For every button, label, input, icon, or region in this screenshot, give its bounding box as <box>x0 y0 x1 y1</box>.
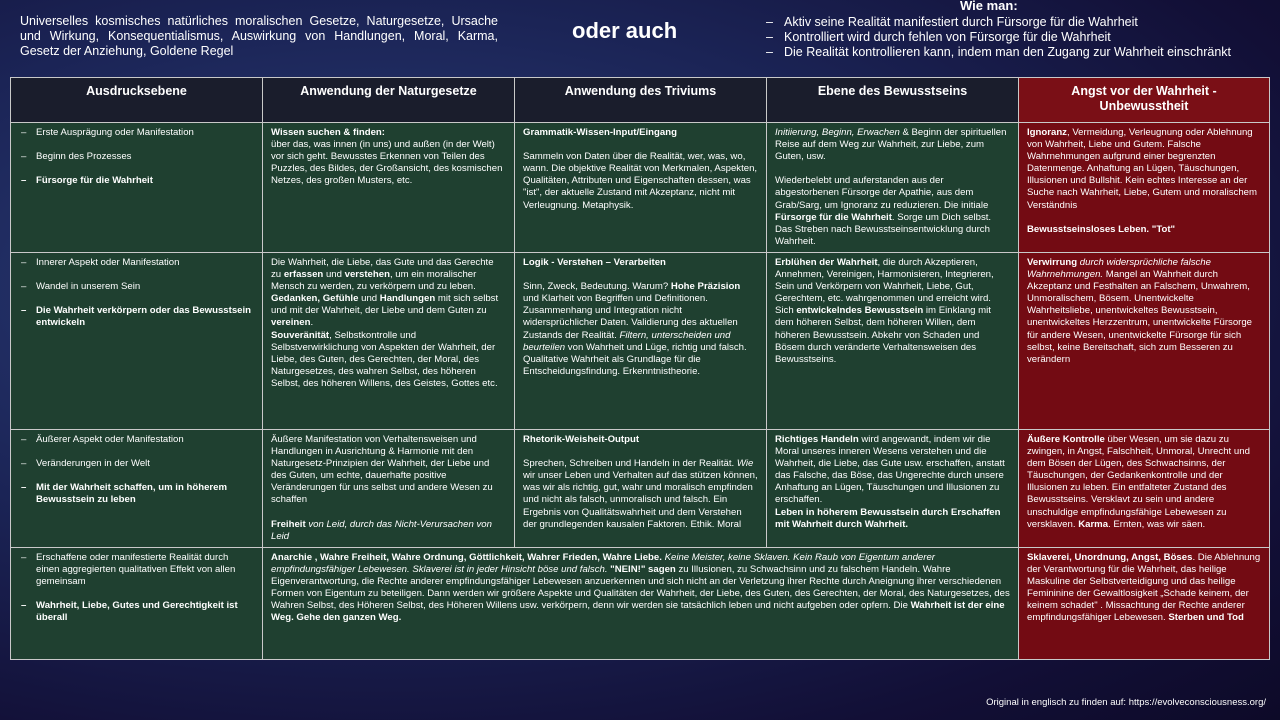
cell-text: Mangel an Wahrheit durch Akzeptanz und Festhalten an Falschem, Unwahrem, Unmoralischem, Bösem. Unentwickelte Wahrheitsliebe, unentwickeltes Bewusstsein, unentwickeltes Herzzentrum, unentwickelte Fürsorge für andere Wesen, unentwickelte Fürsorge für sich selbst, keine Bereitschaft, sich zum Besseren zu verändern <box>1027 269 1253 365</box>
table-row <box>11 429 1270 547</box>
intro-text: Universelles kosmisches natürliches moralischen Gesetze, Naturgesetze, Ursache und Wirkung, Konsequentialismus, Auswirkung von Handlungen, Moral, Karma, Gesetz der Anziehung, Goldene Regel <box>20 14 498 58</box>
cell-text: Sich <box>775 305 797 317</box>
cell-text: , Vermeidung, Verleugnung oder Ablehnung von Wahrheit, Liebe und Gutem. Falsche Wahrnehmungen aufgrund einer begrenzten Datenmenge. Anhaftung an Lügen, Täuschungen, Illusionen und Bullshit. Kein echtes Interesse an der Suche nach Wahrheit, Liebe, Gutem und moralischem Verständnis <box>1027 127 1258 211</box>
cell-title: Rhetorik-Weisheit-Output <box>523 433 640 445</box>
table-row <box>11 123 1270 253</box>
list-item: – Erste Ausprägung oder Manifestation <box>19 127 254 139</box>
cell-title: Grammatik-Wissen-Input/Eingang <box>523 127 677 138</box>
cell-text-bold: Anarchie , Wahre Freiheit, Wahre Ordnung, Göttlichkeit, Wahrer Frieden, Wahre Liebe. <box>271 551 662 563</box>
cell-text-bold: Bewusstseinsloses Leben. "Tot" <box>1027 223 1176 235</box>
table-row <box>11 547 1270 659</box>
cell-text: wird angewandt, indem wir die Moral unseres inneren Wesens verstehen und die Wahrheit, die Liebe, das Gute usw. erschaffen, anstatt das Falsche, das Böse, das Ungerechte durch unsere Anhaftung an Lügen, Täuschungen und Illusionen zu erschaffen. <box>775 433 1005 506</box>
cell-text: , Selbstkontrolle und Selbstverwirklichung von Aspekten der Wahrheit, der Liebe, des Guten, des Gerechten, der Moral, des Naturgesetzes, des wahren Selbst, des höheren Selbst, des höheren Willens, des Geistes, Gottes etc. <box>271 329 498 389</box>
cell-text-bold: Verwirrung <box>1027 256 1078 268</box>
cell-naturgesetze <box>263 252 515 429</box>
cell-text-bold: Sterben und Tod <box>1168 612 1244 624</box>
cell-trivium <box>515 252 767 429</box>
cell-ausdrucksebene <box>11 429 263 547</box>
cell-angst <box>1019 252 1270 429</box>
cell-text-bold: entwickelndes Bewusstsein <box>796 305 924 317</box>
center-heading: oder auch <box>572 18 678 43</box>
list-item: – Veränderungen in der Welt <box>19 458 254 470</box>
cell-text: im Einklang mit dem höheren Selbst, dem höheren Willen, dem höheren Bewusstsein. Abkehr von Schaden und Bösem durch veränderte Verhaltensweisen des Bewusstseins. <box>775 305 991 365</box>
cell-text: , um ein moralischer Mensch zu werden, zu verkörpern und zu leben. <box>271 269 477 293</box>
list-item: – Innerer Aspekt oder Manifestation <box>19 257 254 269</box>
list-item: – Wahrheit, Liebe, Gutes und Gerechtigkeit ist überall <box>19 600 254 624</box>
cell-angst <box>1019 429 1270 547</box>
cell-text: und Klarheit von Begriffen und Definitionen. Zusammenhang und Integration nicht widersprüchlicher Daten. Validierung des aktuellen Zustands der Realität. <box>523 293 738 341</box>
list-item: – Fürsorge für die Wahrheit <box>19 175 254 187</box>
cell-text-bold: Sklaverei, Unordnung, Angst, Böses <box>1027 551 1193 563</box>
cell-ausdrucksebene <box>11 547 263 659</box>
cell-text-bold: verstehen <box>344 269 390 281</box>
cell-bewusstsein <box>767 429 1019 547</box>
cell-ausdrucksebene <box>11 123 263 253</box>
cell-text-bold: Handlungen <box>379 293 436 305</box>
cell-text: Sprechen, Schreiben und Handeln in der Realität. <box>523 458 737 470</box>
cell-text-bold: Gedanken, Gefühle <box>271 293 359 305</box>
cell-text-bold: Richtiges Handeln <box>775 433 859 445</box>
cell-merged-summary <box>263 547 1019 659</box>
cell-text-italic: Filtern, unterscheiden und beurteilen <box>523 329 731 353</box>
table-header-row <box>11 78 1270 123</box>
cell-text: Wiederbelebt und auferstanden aus der abgestorbenen Fürsorge der Apathie, aus dem Grab/Sarg, um Ignoranz zu reduzieren. Die initiale <box>775 175 989 211</box>
cell-text: Sinn, Zweck, Bedeutung. Warum? <box>523 281 671 293</box>
cell-text: über Wesen, um sie dazu zu zwingen, in Angst, Falschheit, Unmoral, Unrecht und dem Bösen der Lügen, des Schwachsinns, der Täuschungen, der Gedankenkontrolle und der Illusionen zu leben. Ein entfalteter Zustand des Bewusstseins. Versklavt zu sein und andere unschuldige empfindungsfähige Lebewesen zu versklaven. <box>1027 433 1250 530</box>
cell-naturgesetze <box>263 123 515 253</box>
table-row <box>11 252 1270 429</box>
header-naturgesetze: Anwendung der Naturgesetze <box>263 78 515 123</box>
cell-text-bold: erfassen <box>283 269 324 281</box>
cell-bewusstsein <box>767 123 1019 253</box>
cell-text: und <box>323 269 345 281</box>
cell-text-bold: Wahrheit ist der eine Weg. Gehe den ganzen Weg. <box>271 600 1005 624</box>
cell-text: Sammeln von Daten über die Realität, wer, was, wo, wann. Die objektive Realität von Merkmalen, Aspekten, Qualitäten, Attributen und Eigenschaften dessen, was "ist", der aktuelle Zustand mit Akzeptanz, nicht mit Verleugnung. Metaphysik. <box>523 151 758 211</box>
cell-text-bold: "NEIN!" sagen <box>607 564 676 576</box>
list-item: – Beginn des Prozesses <box>19 151 254 163</box>
cell-text: mit sich selbst und mit der Wahrheit, der Liebe und dem Guten zu <box>271 293 499 317</box>
cell-title: Logik - Verstehen – Verarbeiten <box>523 256 666 268</box>
cell-text-bold: Hohe Präzision <box>670 281 741 293</box>
cell-text: Die Wahrheit, die Liebe, das Gute und das Gerechte zu <box>271 256 494 281</box>
cell-text-bold: Ignoranz <box>1027 127 1067 138</box>
cell-text: und <box>358 293 380 305</box>
cell-text: von Wahrheit und Lüge, richtig und falsch. Qualitative Wahrheit als Grundlage für die Entscheidungsfindung. Erkenntnistheorie. <box>523 341 747 377</box>
wie-man-title: Wie man: <box>960 0 1018 13</box>
cell-text: . <box>310 317 314 329</box>
cell-text-bold: Äußere Kontrolle <box>1027 433 1105 445</box>
cell-trivium <box>515 123 767 253</box>
cell-text-bold: vereinen <box>271 317 311 329</box>
cell-text: . Ernten, was wir säen. <box>1108 518 1206 530</box>
cell-text-italic: Wie <box>736 458 754 470</box>
cell-text: & Beginn der spirituellen Reise auf dem Weg zur Wahrheit, zur Liebe, zum Guten, usw. <box>775 127 1007 163</box>
cell-text-bold: Souveränität <box>271 329 330 341</box>
wie-man-item: – Die Realität kontrollieren kann, indem man den Zugang zur Wahrheit einschränkt <box>766 45 1231 60</box>
cell-text-bold: Erblühen der Wahrheit <box>775 256 878 268</box>
cell-text-bold: Freiheit <box>271 518 306 530</box>
cell-text: wir unser Leben und Verhalten auf das stützen können, was wir als richtig, gut, wahr und moralisch empfinden und nicht als falsch, unmoralisch und falsch. Ein Ergebnis von Qualitätswahrheit und dem Verstehen der grundlegenden kausalen Faktoren. Ethik. Moral <box>523 470 758 530</box>
cell-text: Äußere Manifestation von Verhaltensweisen und Handlungen in Ausrichtung & Harmonie mit den Naturgesetz-Prinzipien der Wahrheit, der Liebe und des Guten, um echte, dauerhafte positive Veränderungen für uns selbst und andere Wesen zu schaffen <box>271 433 493 506</box>
cell-naturgesetze <box>263 429 515 547</box>
list-item: – Die Wahrheit verkörpern oder das Bewusstsein entwickeln <box>19 305 254 329</box>
header-angst: Angst vor der Wahrheit - Unbewusstheit <box>1019 78 1270 123</box>
natural-law-table <box>10 77 1270 660</box>
cell-text-italic: Initiierung, Beginn, Erwachen <box>775 127 900 138</box>
wie-man-list <box>766 15 1231 60</box>
cell-text-bold: Fürsorge für die Wahrheit <box>775 211 892 223</box>
cell-bewusstsein <box>767 252 1019 429</box>
header-ausdrucksebene: Ausdrucksebene <box>11 78 263 123</box>
list-item: – Wandel in unserem Sein <box>19 281 254 293</box>
header-trivium: Anwendung des Triviums <box>515 78 767 123</box>
cell-text: . Sorge um Dich selbst. Das Streben nach Bewusstseinsentwicklung durch Wahrheit. <box>775 211 992 247</box>
cell-text: über das, was innen (in uns) und außen (in der Welt) vor sich geht. Bewusstes Erkennen von Teilen des Puzzles, des Bildes, der Großansicht, des kosmischen Netzes, des großen Musters, etc. <box>271 139 503 187</box>
cell-text-italic: Keine Meister, keine Sklaven. Kein Raub von Eigentum anderer empfindungsfähiger Lebewesen. Sklaverei ist in jeder Hinsicht böse und falsch. <box>271 551 935 576</box>
cell-angst <box>1019 123 1270 253</box>
cell-text-italic: durch widersprüchliche falsche Wahrnehmungen. <box>1027 256 1211 281</box>
cell-text-bold: Leben in höherem Bewusstsein durch Erschaffen mit Wahrheit durch Wahrheit. <box>775 506 1001 530</box>
cell-angst <box>1019 547 1270 659</box>
cell-text: , die durch Akzeptieren, Annehmen, Vereinigen, Harmonisieren, Integrieren, Sein und Verkörpern von Wahrheit, Liebe, Gut, Gerechtem, etc. wahrgenommen und erreicht wird. <box>775 256 994 305</box>
cell-text-italic: von Leid, durch das Nicht-Verursachen von Leid <box>271 518 492 542</box>
cell-ausdrucksebene <box>11 252 263 429</box>
wie-man-item: – Aktiv seine Realität manifestiert durch Fürsorge für die Wahrheit <box>766 15 1231 30</box>
cell-title: Wissen suchen & finden: <box>271 127 385 138</box>
wie-man-item: – Kontrolliert wird durch fehlen von Fürsorge für die Wahrheit <box>766 30 1231 45</box>
header-bewusstsein: Ebene des Bewusstseins <box>767 78 1019 123</box>
list-item: – Mit der Wahrheit schaffen, um in höherem Bewusstsein zu leben <box>19 482 254 506</box>
source-footer: Original in englisch zu finden auf: https://evolveconsciousness.org/ <box>986 697 1266 708</box>
list-item: – Äußerer Aspekt oder Manifestation <box>19 434 254 446</box>
cell-text: . Die Ablehnung der Verantwortung für die Wahrheit, das heilige Maskuline der Selbstverteidigung und das heilige Femininine der Gewaltlosigkeit „Schade keinem, der keinem schadet" . Missachtung der Rechte anderer empfindungsfähiger Lebewesen. <box>1027 551 1261 624</box>
cell-text-bold: Karma <box>1078 518 1109 530</box>
cell-trivium <box>515 429 767 547</box>
list-item: – Erschaffene oder manifestierte Realität durch einen aggregierten qualitativen Effekt von allen gemeinsam <box>19 552 254 588</box>
cell-text: zu Illusionen, zu Schwachsinn und zu falschem Handeln. Wahre Eigenverantwortung, die Rechte anderer empfindungsfähiger Lebewesen anzuerkennen und sich nicht an der Verletzung ihrer Rechte durch Aneignung ihrer verschiedenen Formen von Eigentum zu beteiligen. Dann werden wir größere Aspekte und Qualitäten der Wahrheit, der Liebe, des Guten, des Gerechten, der Moral, des Naturgesetzes, des Wahren Selbst, des Höheren Selbst, des Höheren Willens usw. verkörpern, denn wir werden sie tatsächlich leben und nicht aufgeben oder opfern. Die <box>271 564 1010 612</box>
